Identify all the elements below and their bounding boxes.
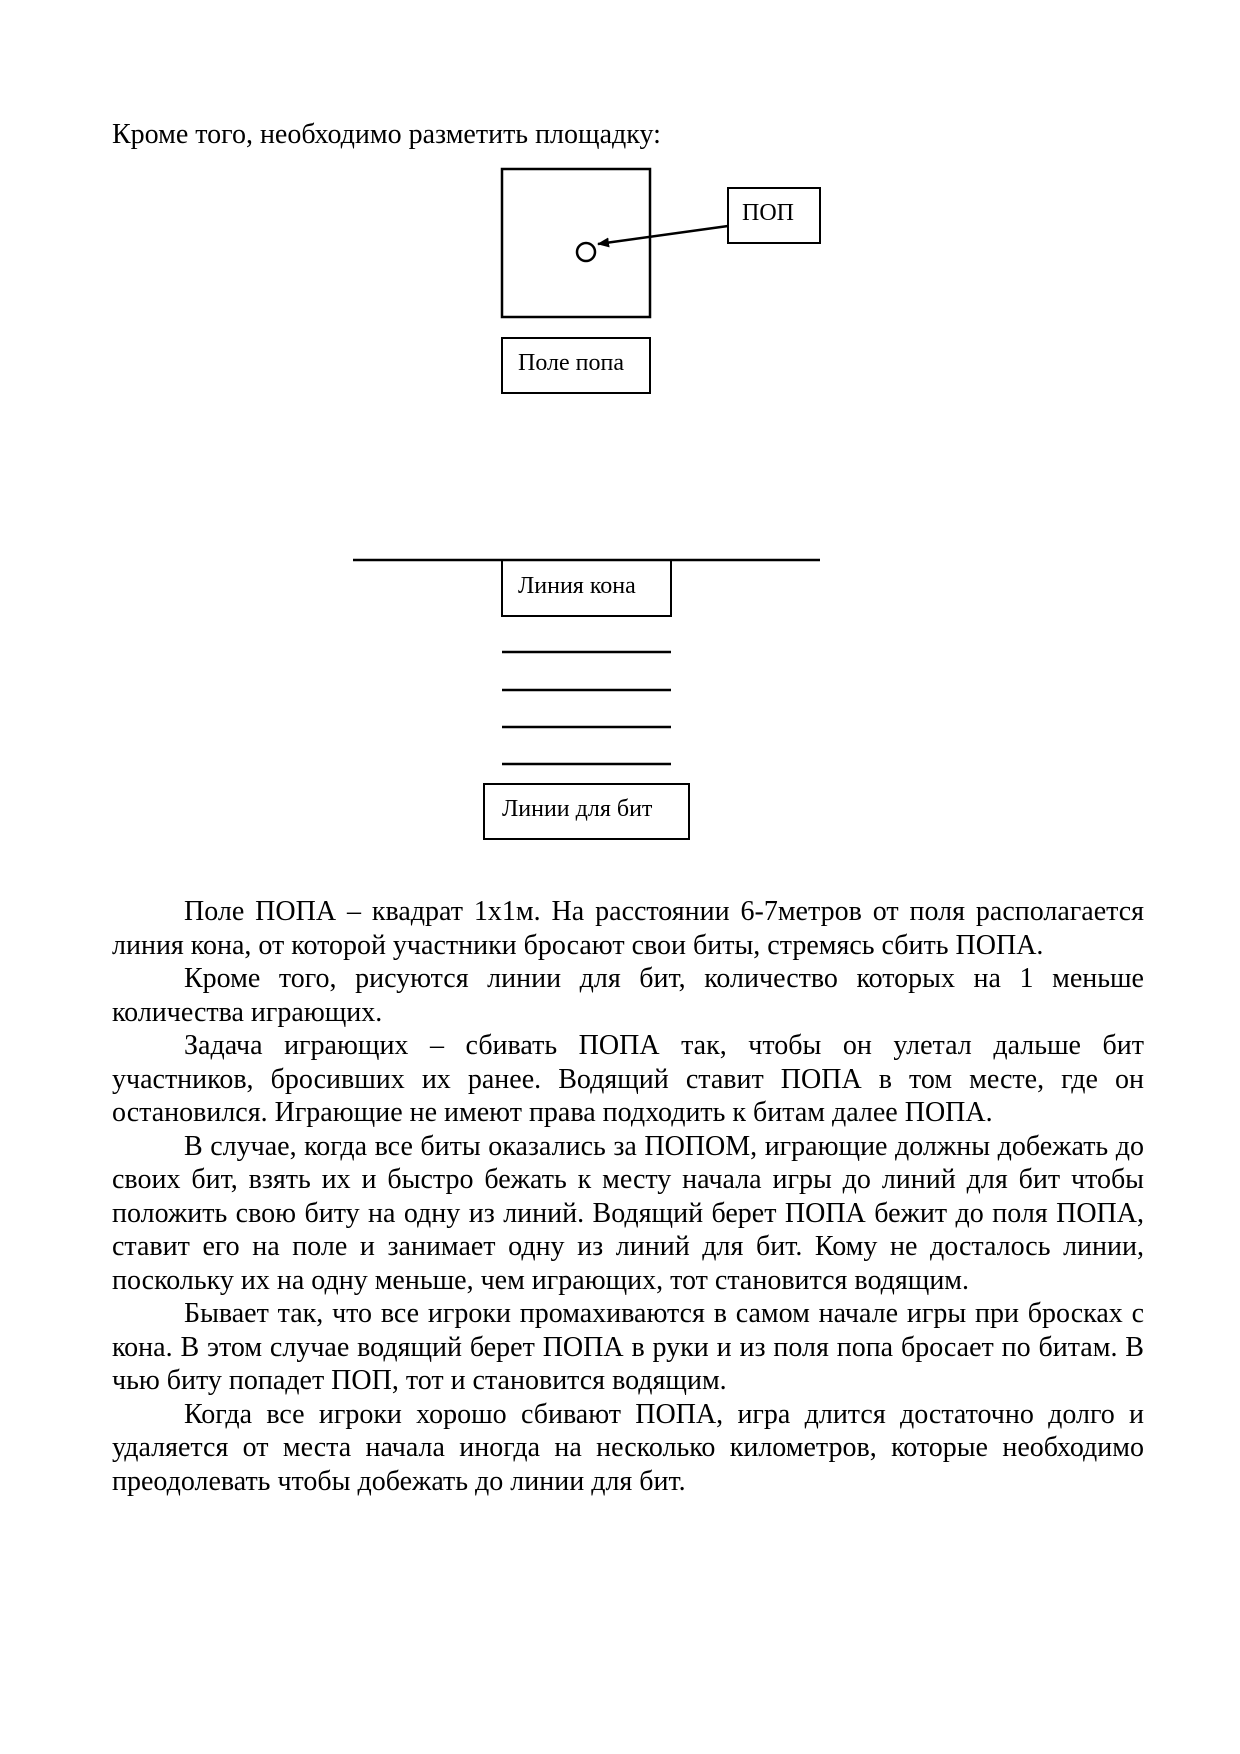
pop-circle	[577, 243, 595, 261]
bit-lines-label: Линии для бит	[502, 796, 653, 822]
rules-text	[112, 895, 1144, 1498]
pop-arrow	[598, 226, 728, 244]
paragraph: В случае, когда все биты оказались за ПОПОМ, играющие должны добежать до своих бит, взять их и быстро бежать к месту начала игры до линий для бит чтобы положить свою биту на одну из линий. Водящий берет ПОПА бежит до поля ПОПА, ставит его на поле и занимает одну из линий для бит. Кому не досталось линии, поскольку их на одну меньше, чем играющих, тот становится водящим.	[112, 1130, 1144, 1296]
paragraph: Бывает так, что все игроки промахиваются в самом начале игры при бросках с кона. В этом случае водящий берет ПОПА в руки и из поля попа бросает по битам. В чью биту попадет ПОП, тот и становится водящим.	[112, 1298, 1144, 1396]
paragraph: Когда все игроки хорошо сбивают ПОПА, игра длится достаточно долго и удаляется от места начала иногда на несколько километров, которые необходимо преодолевать чтобы добежать до линии для бит.	[112, 1398, 1144, 1497]
pop-field-square	[502, 169, 650, 317]
paragraph: Задача играющих – сбивать ПОПА так, чтобы он улетал дальше бит участников, бросивших их ранее. Водящий ставит ПОПА в том месте, где он остановился. Играющие не имеют права подходить к битам далее ПОПА.	[112, 1030, 1144, 1128]
intro-text: Кроме того, необходимо разметить площадку:	[112, 119, 661, 150]
paragraph: Кроме того, рисуются линии для бит, количество которых на 1 меньше количества играющих.	[112, 963, 1144, 1028]
paragraph: Поле ПОПА – квадрат 1х1м. На расстоянии 6-7метров от поля располагается линия кона, от которой участники бросают свои биты, стремясь сбить ПОПА.	[112, 896, 1144, 961]
kon-line-label: Линия кона	[518, 573, 636, 599]
pop-field-label: Поле попа	[518, 350, 624, 376]
pop-label: ПОП	[742, 200, 794, 226]
